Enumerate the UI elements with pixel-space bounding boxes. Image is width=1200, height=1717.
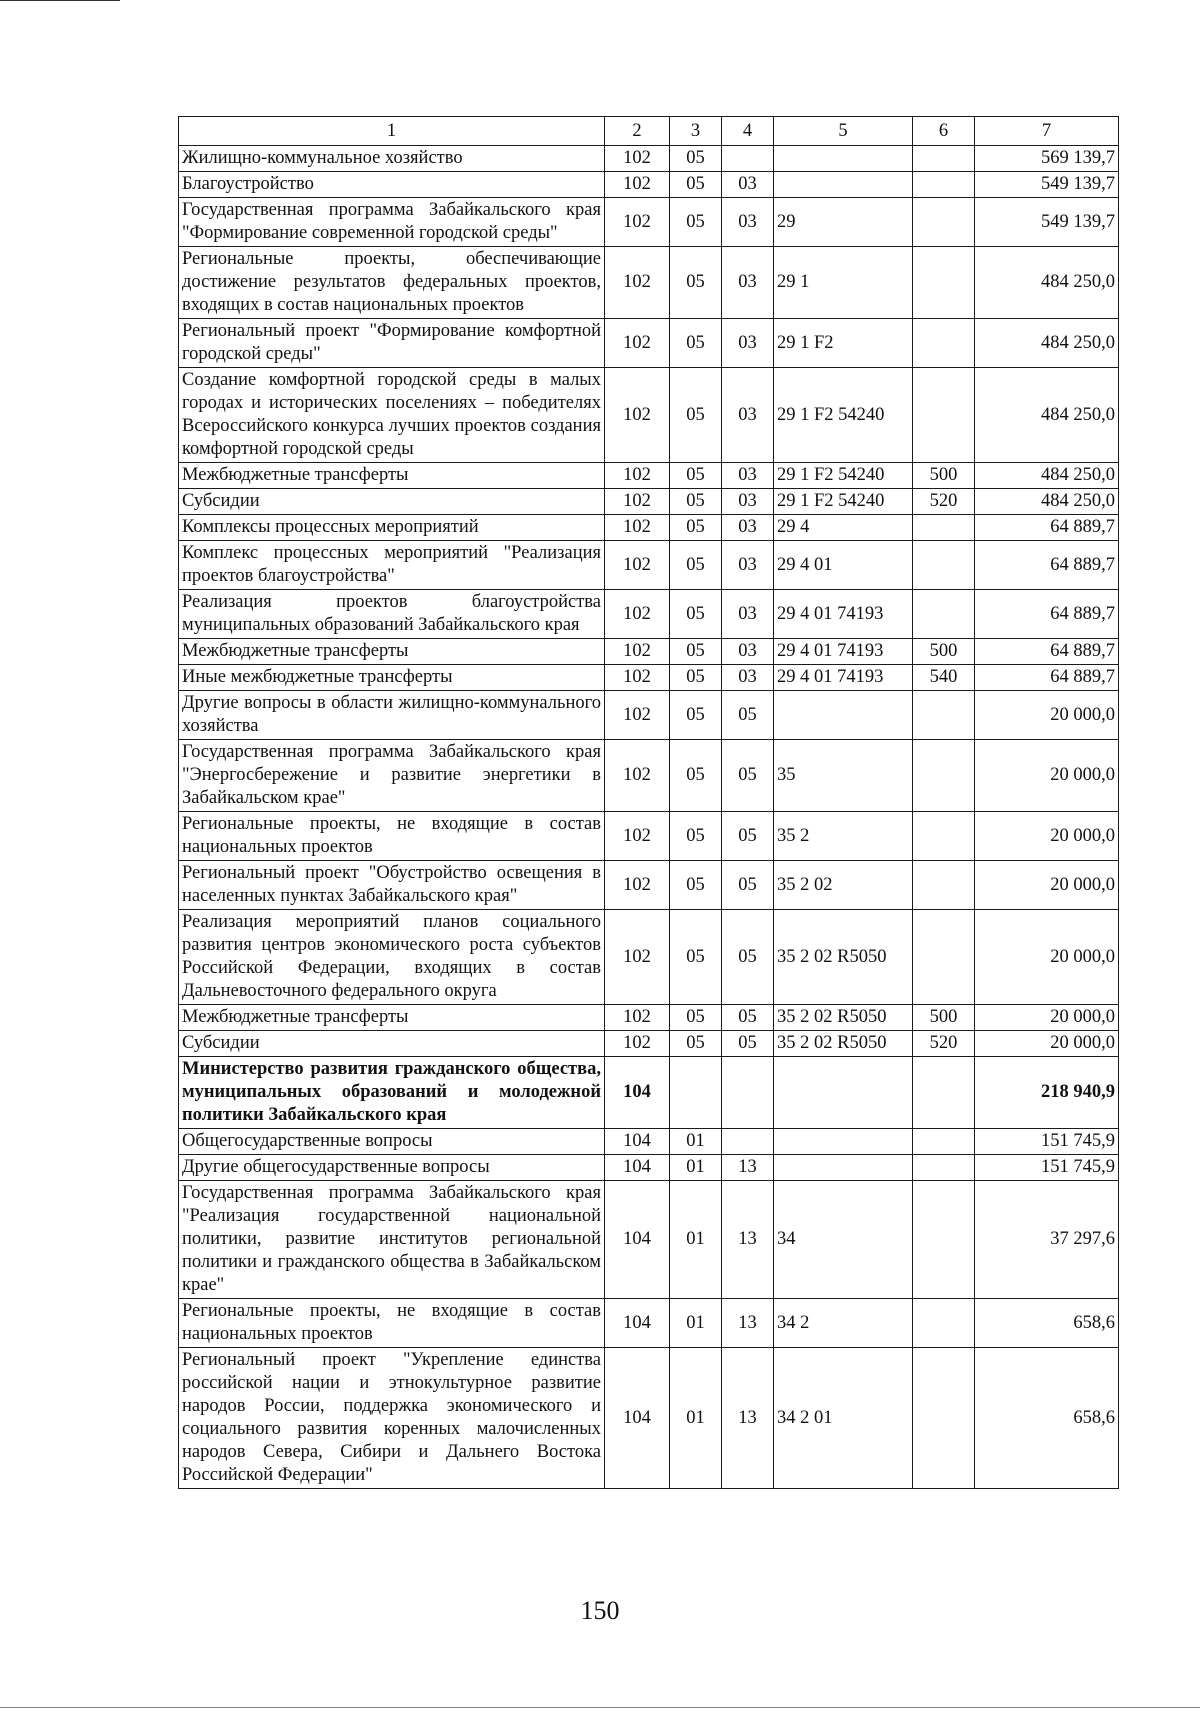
cell-subsection: 03 [722,639,774,665]
cell-expense-type [913,368,975,463]
cell-section: 05 [670,198,722,247]
cell-section: 05 [670,489,722,515]
cell-section: 05 [670,1005,722,1031]
cell-amount: 64 889,7 [975,541,1119,590]
cell-section: 01 [670,1181,722,1299]
cell-ministry-code: 104 [605,1181,670,1299]
cell-subsection: 13 [722,1155,774,1181]
cell-subsection: 05 [722,1031,774,1057]
column-header: 7 [975,117,1119,146]
cell-subsection: 03 [722,319,774,368]
cell-section: 05 [670,515,722,541]
cell-expense-type [913,319,975,368]
cell-amount: 484 250,0 [975,247,1119,319]
cell-amount: 549 139,7 [975,198,1119,247]
cell-subsection [722,1129,774,1155]
cell-amount: 20 000,0 [975,691,1119,740]
cell-target-article [774,1129,913,1155]
scan-edge-line [0,1707,1200,1708]
table-row [179,489,1119,515]
cell-amount: 658,6 [975,1348,1119,1489]
cell-ministry-code: 102 [605,247,670,319]
cell-ministry-code: 102 [605,515,670,541]
cell-expense-type [913,691,975,740]
cell-name: Региональные проекты, не входящие в состав национальных проектов [179,812,605,861]
cell-section: 05 [670,910,722,1005]
table-row [179,639,1119,665]
cell-target-article: 29 [774,198,913,247]
cell-expense-type [913,1057,975,1129]
table-row [179,541,1119,590]
cell-name: Региональный проект "Формирование комфортной городской среды" [179,319,605,368]
cell-target-article: 29 1 F2 [774,319,913,368]
table-row [179,665,1119,691]
cell-section: 05 [670,665,722,691]
cell-section: 01 [670,1129,722,1155]
cell-amount: 484 250,0 [975,489,1119,515]
cell-name: Межбюджетные трансферты [179,639,605,665]
cell-target-article: 35 [774,740,913,812]
cell-amount: 218 940,9 [975,1057,1119,1129]
cell-subsection: 03 [722,463,774,489]
cell-target-article: 29 1 F2 54240 [774,489,913,515]
table-row [179,515,1119,541]
cell-ministry-code: 104 [605,1057,670,1129]
cell-expense-type [913,740,975,812]
cell-amount: 20 000,0 [975,740,1119,812]
cell-expense-type [913,910,975,1005]
cell-subsection: 03 [722,489,774,515]
table-row [179,1129,1119,1155]
cell-section: 05 [670,590,722,639]
cell-subsection: 05 [722,910,774,1005]
cell-target-article: 29 4 01 [774,541,913,590]
cell-ministry-code: 104 [605,1129,670,1155]
cell-ministry-code: 102 [605,198,670,247]
cell-section: 05 [670,1031,722,1057]
table-row [179,146,1119,172]
table-row [179,463,1119,489]
cell-subsection: 13 [722,1299,774,1348]
cell-section: 01 [670,1299,722,1348]
cell-amount: 20 000,0 [975,910,1119,1005]
cell-subsection: 03 [722,590,774,639]
cell-expense-type [913,172,975,198]
cell-name: Государственная программа Забайкальского края "Формирование современной городской среды" [179,198,605,247]
cell-amount: 151 745,9 [975,1155,1119,1181]
cell-expense-type: 500 [913,639,975,665]
cell-name: Межбюджетные трансферты [179,1005,605,1031]
cell-ministry-code: 102 [605,740,670,812]
scan-edge-line [0,0,120,1]
cell-section: 05 [670,691,722,740]
cell-expense-type: 520 [913,1031,975,1057]
table-row [179,172,1119,198]
cell-amount: 569 139,7 [975,146,1119,172]
cell-expense-type [913,1129,975,1155]
cell-target-article: 29 4 01 74193 [774,665,913,691]
cell-subsection: 03 [722,172,774,198]
table-row [179,740,1119,812]
cell-section: 05 [670,541,722,590]
cell-section: 05 [670,146,722,172]
table-row [179,1181,1119,1299]
cell-subsection [722,146,774,172]
cell-subsection: 05 [722,812,774,861]
cell-expense-type [913,1299,975,1348]
cell-name: Региональный проект "Укрепление единства российской нации и этнокультурное развитие народов России, поддержка экономического и социального развития коренных малочисленных народов Севера, Сибири и Дальнего Востока Российской Федерации" [179,1348,605,1489]
cell-amount: 64 889,7 [975,639,1119,665]
budget-table [178,116,1119,1489]
cell-ministry-code: 102 [605,319,670,368]
table-row [179,1348,1119,1489]
cell-name: Субсидии [179,1031,605,1057]
cell-name: Государственная программа Забайкальского края "Реализация государственной национальной политики, развитие институтов региональной политики и гражданского общества в Забайкальском крае" [179,1181,605,1299]
table-row [179,198,1119,247]
cell-section: 05 [670,247,722,319]
cell-subsection: 05 [722,1005,774,1031]
cell-section: 05 [670,172,722,198]
table-row [179,368,1119,463]
cell-ministry-code: 102 [605,1005,670,1031]
cell-name: Другие вопросы в области жилищно-коммунального хозяйства [179,691,605,740]
cell-name: Иные межбюджетные трансферты [179,665,605,691]
cell-ministry-code: 102 [605,146,670,172]
cell-target-article: 34 [774,1181,913,1299]
cell-target-article: 29 4 01 74193 [774,639,913,665]
cell-target-article: 34 2 01 [774,1348,913,1489]
column-header: 4 [722,117,774,146]
cell-name: Благоустройство [179,172,605,198]
cell-expense-type: 500 [913,1005,975,1031]
cell-section: 05 [670,639,722,665]
cell-section: 01 [670,1348,722,1489]
cell-subsection: 03 [722,665,774,691]
cell-name: Жилищно-коммунальное хозяйство [179,146,605,172]
cell-name: Другие общегосударственные вопросы [179,1155,605,1181]
table-row [179,319,1119,368]
cell-ministry-code: 102 [605,1031,670,1057]
cell-target-article [774,691,913,740]
cell-name: Субсидии [179,489,605,515]
column-header: 6 [913,117,975,146]
cell-subsection: 05 [722,740,774,812]
cell-section: 05 [670,812,722,861]
cell-ministry-code: 102 [605,691,670,740]
cell-section: 05 [670,368,722,463]
cell-target-article: 35 2 02 R5050 [774,1005,913,1031]
cell-expense-type: 500 [913,463,975,489]
cell-expense-type [913,1155,975,1181]
table-row [179,247,1119,319]
cell-subsection: 03 [722,247,774,319]
cell-section [670,1057,722,1129]
cell-expense-type [913,861,975,910]
cell-subsection [722,1057,774,1129]
table-row [179,1005,1119,1031]
cell-ministry-code: 102 [605,812,670,861]
cell-amount: 484 250,0 [975,319,1119,368]
cell-ministry-code: 102 [605,541,670,590]
cell-expense-type [913,247,975,319]
cell-section: 05 [670,463,722,489]
cell-ministry-code: 102 [605,368,670,463]
cell-amount: 658,6 [975,1299,1119,1348]
cell-ministry-code: 102 [605,861,670,910]
cell-amount: 549 139,7 [975,172,1119,198]
cell-name: Министерство развития гражданского общества, муниципальных образований и молодежной политики Забайкальского края [179,1057,605,1129]
cell-subsection: 03 [722,541,774,590]
cell-expense-type [913,541,975,590]
cell-name: Комплексы процессных мероприятий [179,515,605,541]
cell-expense-type [913,146,975,172]
cell-ministry-code: 102 [605,665,670,691]
cell-subsection: 03 [722,368,774,463]
cell-amount: 20 000,0 [975,1005,1119,1031]
table-row [179,861,1119,910]
column-header: 3 [670,117,722,146]
cell-name: Создание комфортной городской среды в малых городах и исторических поселениях – победителях Всероссийского конкурса лучших проектов создания комфортной городской среды [179,368,605,463]
cell-target-article [774,1155,913,1181]
cell-ministry-code: 102 [605,172,670,198]
table-row [179,910,1119,1005]
cell-expense-type [913,1181,975,1299]
cell-amount: 484 250,0 [975,463,1119,489]
column-header: 1 [179,117,605,146]
cell-amount: 151 745,9 [975,1129,1119,1155]
column-header: 2 [605,117,670,146]
cell-target-article: 35 2 02 [774,861,913,910]
cell-subsection: 13 [722,1181,774,1299]
cell-section: 05 [670,319,722,368]
cell-subsection: 03 [722,198,774,247]
cell-target-article: 29 1 F2 54240 [774,463,913,489]
cell-amount: 20 000,0 [975,861,1119,910]
cell-amount: 484 250,0 [975,368,1119,463]
cell-expense-type: 520 [913,489,975,515]
table-row [179,1057,1119,1129]
cell-target-article: 35 2 02 R5050 [774,910,913,1005]
cell-target-article: 29 4 01 74193 [774,590,913,639]
cell-ministry-code: 102 [605,489,670,515]
cell-ministry-code: 102 [605,590,670,639]
cell-name: Межбюджетные трансферты [179,463,605,489]
cell-target-article [774,1057,913,1129]
cell-name: Региональные проекты, не входящие в состав национальных проектов [179,1299,605,1348]
table-row [179,812,1119,861]
cell-subsection: 05 [722,861,774,910]
table-row [179,1299,1119,1348]
table-row [179,1031,1119,1057]
cell-ministry-code: 102 [605,639,670,665]
cell-amount: 64 889,7 [975,515,1119,541]
cell-expense-type: 540 [913,665,975,691]
cell-name: Региональный проект "Обустройство освещения в населенных пунктах Забайкальского края" [179,861,605,910]
cell-name: Региональные проекты, обеспечивающие достижение результатов федеральных проектов, входящих в состав национальных проектов [179,247,605,319]
cell-subsection: 13 [722,1348,774,1489]
cell-expense-type [913,590,975,639]
cell-amount: 64 889,7 [975,590,1119,639]
cell-target-article: 29 1 [774,247,913,319]
cell-amount: 37 297,6 [975,1181,1119,1299]
cell-name: Комплекс процессных мероприятий "Реализация проектов благоустройства" [179,541,605,590]
cell-name: Общегосударственные вопросы [179,1129,605,1155]
cell-expense-type [913,812,975,861]
cell-section: 05 [670,740,722,812]
cell-target-article: 29 4 [774,515,913,541]
cell-name: Реализация мероприятий планов социального развития центров экономического роста субъектов Российской Федерации, входящих в состав Дальневосточного федерального округа [179,910,605,1005]
cell-amount: 20 000,0 [975,1031,1119,1057]
cell-section: 01 [670,1155,722,1181]
cell-subsection: 03 [722,515,774,541]
column-header: 5 [774,117,913,146]
page-number: 150 [580,1596,620,1625]
cell-expense-type [913,1348,975,1489]
cell-ministry-code: 104 [605,1299,670,1348]
cell-target-article: 35 2 02 R5050 [774,1031,913,1057]
cell-target-article: 35 2 [774,812,913,861]
cell-name: Реализация проектов благоустройства муниципальных образований Забайкальского края [179,590,605,639]
cell-ministry-code: 104 [605,1348,670,1489]
cell-target-article: 34 2 [774,1299,913,1348]
cell-expense-type [913,198,975,247]
cell-target-article: 29 1 F2 54240 [774,368,913,463]
header-row [179,117,1119,146]
cell-subsection: 05 [722,691,774,740]
table-row [179,691,1119,740]
table-row [179,1155,1119,1181]
cell-name: Государственная программа Забайкальского края "Энергосбережение и развитие энергетики в Забайкальском крае" [179,740,605,812]
cell-amount: 64 889,7 [975,665,1119,691]
cell-target-article [774,146,913,172]
cell-ministry-code: 104 [605,1155,670,1181]
cell-expense-type [913,515,975,541]
table-body [179,146,1119,1489]
cell-ministry-code: 102 [605,910,670,1005]
table-row [179,590,1119,639]
cell-section: 05 [670,861,722,910]
cell-amount: 20 000,0 [975,812,1119,861]
cell-target-article [774,172,913,198]
cell-ministry-code: 102 [605,463,670,489]
